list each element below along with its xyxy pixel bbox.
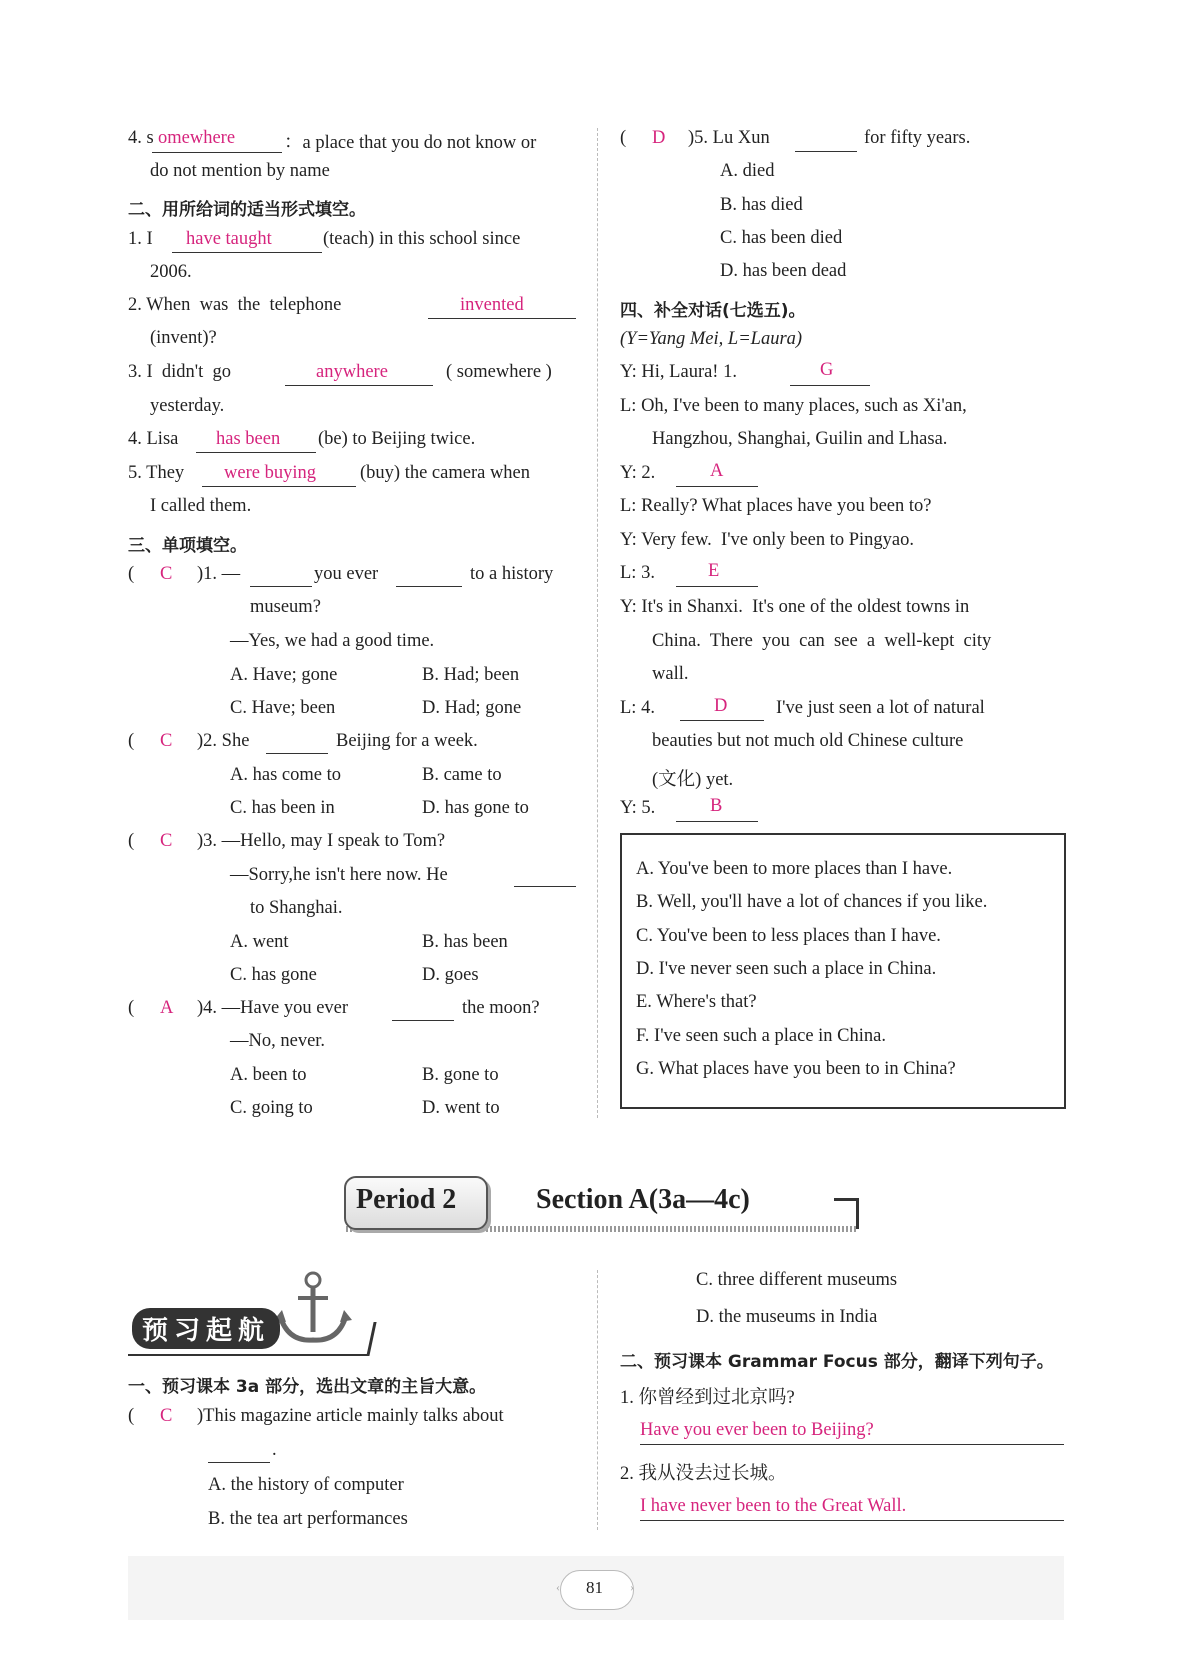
preview-option-b: B. the tea art performances (208, 1509, 408, 1529)
mc2-paren: ( (128, 731, 135, 751)
mc2-option-c: C. has been in (230, 798, 335, 818)
q5-option-a: A. died (720, 161, 775, 181)
dialogue-3-answer: A (710, 461, 724, 481)
q5-stem: )5. Lu Xun (688, 128, 770, 148)
preview-option-d: D. the museums in India (696, 1307, 878, 1327)
heading-grammar-focus: 二、预习课本 Grammar Focus 部分，翻译下列句子。 (620, 1352, 1054, 1372)
translate-2-answer: I have never been to the Great Wall. (640, 1496, 907, 1516)
dialogue-4: L: Really? What places have you been to? (620, 496, 932, 516)
mc2-option-d: D. has gone to (422, 798, 529, 818)
mc1-option-d: D. Had; gone (422, 698, 522, 718)
dialogue-8b: beauties but not much old Chinese culture (652, 731, 964, 751)
option-b: B. Well, you'll have a lot of chances if you like. (636, 892, 988, 912)
dialogue-6: L: 3. (620, 563, 655, 583)
fill-1-blank (172, 252, 322, 253)
translate-1-line (640, 1444, 1064, 1445)
option-c: C. You've been to less places than I have. (636, 926, 941, 946)
q4-answer: omewhere (158, 128, 236, 148)
mc3-paren: ( (128, 831, 135, 851)
dialogue-7a: Y: It's in Shanxi. It's one of the oldest towns in (620, 597, 970, 617)
mc1-num: )1. — (197, 564, 241, 584)
preview-q-paren: ( (128, 1406, 135, 1426)
mc2-option-b: B. came to (422, 765, 502, 785)
fill-3-post: ( somewhere ) (446, 362, 552, 382)
mc1-stem-2: museum? (250, 597, 321, 617)
dialogue-1-blank (790, 385, 870, 386)
dialogue-8-answer: D (714, 696, 728, 716)
q4-prefix: 4. s (128, 128, 154, 148)
q4-definition: ：a place that you do not know or (284, 133, 537, 153)
preview-q-end: . (272, 1440, 277, 1460)
heading-multiple-choice: 三、单项填空。 (128, 536, 247, 556)
preview-badge (128, 1270, 378, 1354)
mc4-option-a: A. been to (230, 1065, 307, 1085)
mc3-blank (514, 886, 576, 887)
heading-fill-form: 二、用所给词的适当形式填空。 (128, 200, 366, 220)
mc1-stem-3: —Yes, we had a good time. (230, 631, 435, 651)
fill-4-post: (be) to Beijing twice. (318, 429, 476, 449)
preview-q-answer: C (160, 1406, 173, 1426)
dialogue-1: Y: Hi, Laura! 1. (620, 362, 737, 382)
q5-blank (795, 151, 857, 152)
anchor-icon (268, 1270, 358, 1354)
heading-dialogue: 四、补全对话(七选五)。 (620, 301, 806, 321)
fill-1-post: (teach) in this school since (323, 229, 521, 249)
fill-5-blank (202, 486, 356, 487)
translate-1-answer: Have you ever been to Beijing? (640, 1420, 874, 1440)
q4-blank (152, 152, 282, 153)
fill-4-blank (196, 452, 316, 453)
mc2-answer: C (160, 731, 173, 751)
q5-option-d: D. has been dead (720, 261, 847, 281)
mc4-stem-a: the moon? (462, 998, 540, 1018)
dialogue-2a: L: Oh, I've been to many places, such as Xi'an, (620, 396, 967, 416)
option-f: F. I've seen such a place in China. (636, 1026, 886, 1046)
dialogue-6-blank (676, 586, 758, 587)
translate-2: 2. 我从没去过长城。 (620, 1464, 787, 1484)
mc1-option-c: C. Have; been (230, 698, 336, 718)
dialogue-6-answer: E (708, 561, 720, 581)
fill-3-blank (285, 385, 433, 386)
fill-2-pre: 2. When was the telephone (128, 295, 342, 315)
mc4-blank (392, 1020, 454, 1021)
fill-5-post-2: I called them. (150, 496, 252, 516)
column-divider-bottom (597, 1270, 598, 1530)
q5-option-c: C. has been died (720, 228, 843, 248)
dialogue-roles: (Y=Yang Mei, L=Laura) (620, 329, 803, 349)
option-e: E. Where's that? (636, 992, 757, 1012)
mc1-option-b: B. Had; been (422, 665, 520, 685)
fill-4-pre: 4. Lisa (128, 429, 179, 449)
mc3-stem-2: —Sorry,he isn't here now. He (230, 865, 448, 885)
mc4-option-b: B. gone to (422, 1065, 499, 1085)
dialogue-8-post: I've just seen a lot of natural (776, 698, 985, 718)
fill-4-answer: has been (216, 429, 281, 449)
badge-line (128, 1354, 368, 1356)
mc2-blank (266, 753, 328, 754)
mc3-option-d: D. goes (422, 965, 479, 985)
badge-text: 预习起航 (132, 1308, 280, 1349)
q5-option-b: B. has died (720, 195, 803, 215)
mc4-option-c: C. going to (230, 1098, 313, 1118)
mc3-stem-3: to Shanghai. (250, 898, 343, 918)
mc1-option-a: A. Have; gone (230, 665, 338, 685)
mc3-num: )3. —Hello, may I speak to Tom? (197, 831, 446, 851)
preview-option-a: A. the history of computer (208, 1475, 404, 1495)
mc2-option-a: A. has come to (230, 765, 341, 785)
fill-5-post: (buy) the camera when (360, 463, 531, 483)
q4-definition-2: do not mention by name (150, 161, 330, 181)
preview-q-stem: )This magazine article mainly talks about (197, 1406, 504, 1426)
dialogue-3-blank (676, 486, 758, 487)
option-a: A. You've been to more places than I have. (636, 859, 953, 879)
banner (344, 1176, 860, 1236)
banner-bracket (834, 1198, 859, 1229)
translate-2-line (640, 1520, 1064, 1521)
dialogue-2b: Hangzhou, Shanghai, Guilin and Lhasa. (652, 429, 948, 449)
next-arrow-icon: › (630, 1580, 634, 1594)
preview-option-c: C. three different museums (696, 1270, 898, 1290)
fill-3-answer: anywhere (316, 362, 388, 382)
mc4-option-d: D. went to (422, 1098, 500, 1118)
mc3-answer: C (160, 831, 173, 851)
mc1-paren: ( (128, 564, 135, 584)
dialogue-9-answer: B (710, 796, 723, 816)
dialogue-9: Y: 5. (620, 798, 656, 818)
heading-preview-3a: 一、预习课本 3a 部分，选出文章的主旨大意。 (128, 1377, 487, 1397)
mc4-num: )4. —Have you ever (197, 998, 349, 1018)
option-g: G. What places have you been to in China? (636, 1059, 956, 1079)
fill-1-pre: 1. I (128, 229, 153, 249)
q5-stem-b: for fifty years. (864, 128, 971, 148)
fill-3-pre: 3. I didn't go (128, 362, 232, 382)
fill-5-pre: 5. They (128, 463, 185, 483)
fill-5-answer: were buying (224, 463, 316, 483)
fill-2-post: (invent)? (150, 328, 217, 348)
dialogue-9-blank (676, 821, 758, 822)
fill-2-answer: invented (460, 295, 524, 315)
dialogue-7c: wall. (652, 664, 689, 684)
mc3-option-c: C. has gone (230, 965, 317, 985)
mc1-answer: C (160, 564, 173, 584)
dialogue-3: Y: 2. (620, 463, 656, 483)
dialogue-7b: China. There you can see a well-kept city (652, 631, 992, 651)
section-label: Section A(3a—4c) (536, 1184, 750, 1215)
mc4-answer: A (160, 998, 174, 1018)
mc2-stem-a: Beijing for a week. (336, 731, 478, 751)
badge-hook (356, 1322, 376, 1356)
fill-1-answer: have taught (186, 229, 272, 249)
page-number: 81 (586, 1578, 603, 1597)
dialogue-5: Y: Very few. I've only been to Pingyao. (620, 530, 914, 550)
fill-1-post-2: 2006. (150, 262, 192, 282)
mc1-stem-a: you ever (314, 564, 379, 584)
translate-1: 1. 你曾经到过北京吗? (620, 1388, 795, 1408)
dialogue-8c: (文化) yet. (652, 770, 734, 790)
prev-arrow-icon: ‹ (556, 1580, 560, 1594)
fill-2-blank (428, 318, 576, 319)
mc2-num: )2. She (197, 731, 250, 751)
column-divider-top (597, 128, 598, 1118)
mc3-option-b: B. has been (422, 932, 508, 952)
mc1-blank-1 (250, 586, 312, 587)
q5-paren: ( (620, 128, 627, 148)
preview-q-blank (208, 1462, 270, 1463)
dialogue-8: L: 4. (620, 698, 655, 718)
dialogue-8-blank (680, 720, 764, 721)
option-d: D. I've never seen such a place in China. (636, 959, 937, 979)
fill-3-post-2: yesterday. (150, 396, 225, 416)
mc1-blank-2 (396, 586, 462, 587)
mc3-option-a: A. went (230, 932, 289, 952)
mc4-stem-2: —No, never. (230, 1031, 326, 1051)
mc1-stem-b: to a history (470, 564, 554, 584)
mc4-paren: ( (128, 998, 135, 1018)
dialogue-1-answer: G (820, 360, 834, 380)
q5-answer: D (652, 128, 666, 148)
period-label: Period 2 (356, 1184, 457, 1215)
